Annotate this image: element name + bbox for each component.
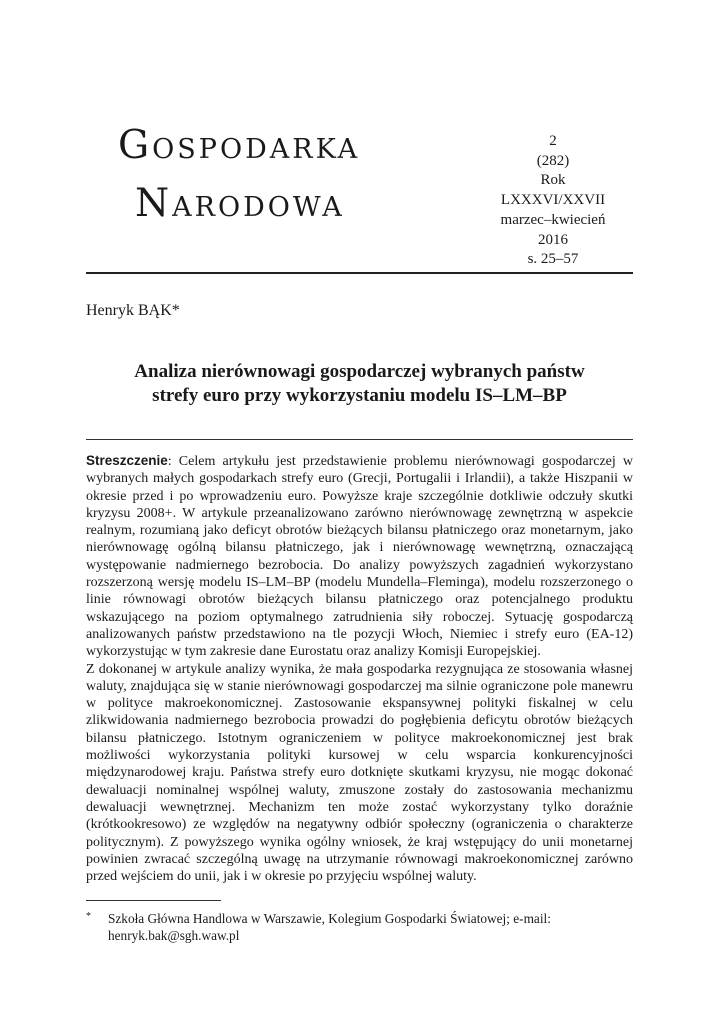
abstract — [86, 452, 633, 885]
footnote — [86, 910, 633, 944]
issue-cumulative: (282) — [536, 152, 570, 169]
abstract-paragraph-1-text: : Celem artykułu jest przedstawienie problemu nierównowagi gospodarczej w wybranych małych gospodarkach strefy euro (Grecji, Portugalii i Irlandii), a także Hiszpanii w okresie przed i po wprowadzeniu euro. Powyższe kraje szczególnie dotkliwie odczuły skutki kryzysu 2008+. W artykule przeanalizowano zarówno nierównowagę zewnętrzną w aspekcie realnym, rozumianą jako deficyt obrotów bieżących bilansu płatniczego oraz monetarnym, jako nierównowagę ogólną bilansu płatniczego, jak i nierównowagę wewnętrzną, oznaczającą występowanie nadmiernego bezrobocia. Do analizy powyższych zagadnień wykorzystano rozszerzoną wersję modelu IS–LM–BP (modelu Mundella–Fleminga), modelu rozszerzonego o linie równowagi obrotów bieżących bilansu płatniczego oraz potencjalnego produktu wskazującego na poziom optymalnego zatrudnienia siły roboczej. Sytuację gospodarczą analizowanych państw przedstawiono na tle pozycji Włoch, Niemiec i strefy euro (EA-12) wykorzystując w tym zakresie dane Eurostatu oraz analizy Komisji Europejskiej. — [86, 454, 633, 660]
issue-publication-year: 2016 — [538, 231, 568, 248]
journal-title — [118, 123, 478, 227]
journal-title-line-2: Narodowa — [135, 181, 345, 226]
issue-months: marzec–kwiecień — [500, 211, 606, 228]
footnote-marker: * — [86, 911, 91, 922]
issue-info — [498, 132, 608, 270]
abstract-label: Streszczenie — [86, 453, 168, 468]
footnote-rule — [86, 900, 221, 901]
header-rule — [86, 272, 633, 274]
abstract-paragraph-1 — [86, 452, 633, 661]
article-title-line-2: strefy euro przy wykorzystaniu modelu IS–LM–BP — [152, 385, 567, 406]
article-title-line-1: Analiza nierównowagi gospodarczej wybranych państw — [134, 361, 585, 382]
issue-pages: s. 25–57 — [527, 251, 579, 268]
article-title — [86, 360, 633, 408]
abstract-rule — [86, 439, 633, 440]
issue-number: 2 — [549, 133, 557, 149]
abstract-paragraph-2: Z dokonanej w artykule analizy wynika, że mała gospodarka rezygnująca ze stosowania własnej waluty, znajdująca się w stanie nierównowagi gospodarczej ma silnie ograniczone pole manewru w polityce makroekonomicznej. Zastosowanie ekspansywnej polityki fiskalnej w celu zlikwidowania nadmiernego bezrobocia prowadzi do pogłębienia deficytu obrotów bieżących bilansu płatniczego. Istotnym ograniczeniem w polityce makroekonomicznej jest brak możliwości wykorzystania polityki kursowej w celu wsparcia konkurencyjności międzynarodowej kraju. Państwa strefy euro dotknięte skutkami kryzysu, nie mogąc dokonać dewaluacji nominalnej wspólnej waluty, zmuszone zostały do zastosowania mechanizmu dewaluacji wewnętrznej. Mechanizm ten może zostać wykorzystany tylko doraźnie (krótkookresowo) ze względów na negatywny odbiór społeczny (ograniczenia o charakterze politycznym). Z powyższego wynika ogólny wniosek, że kraj wstępujący do unii monetarnej powinien zwracać szczególną uwagę na utrzymanie równowagi makroekonomicznej zarówno przed wejściem do unii, jak i w okresie po przyjęciu wspólnej waluty. — [86, 661, 633, 885]
footnote-text: Szkoła Główna Handlowa w Warszawie, Kolegium Gospodarki Światowej; e-mail: henryk.bak@sgh.waw.pl — [108, 911, 551, 943]
journal-title-line-1: Gospodarka — [118, 123, 361, 168]
issue-year: Rok LXXXVI/XXVII — [500, 172, 606, 209]
author-name: Henryk BĄK* — [86, 302, 180, 319]
